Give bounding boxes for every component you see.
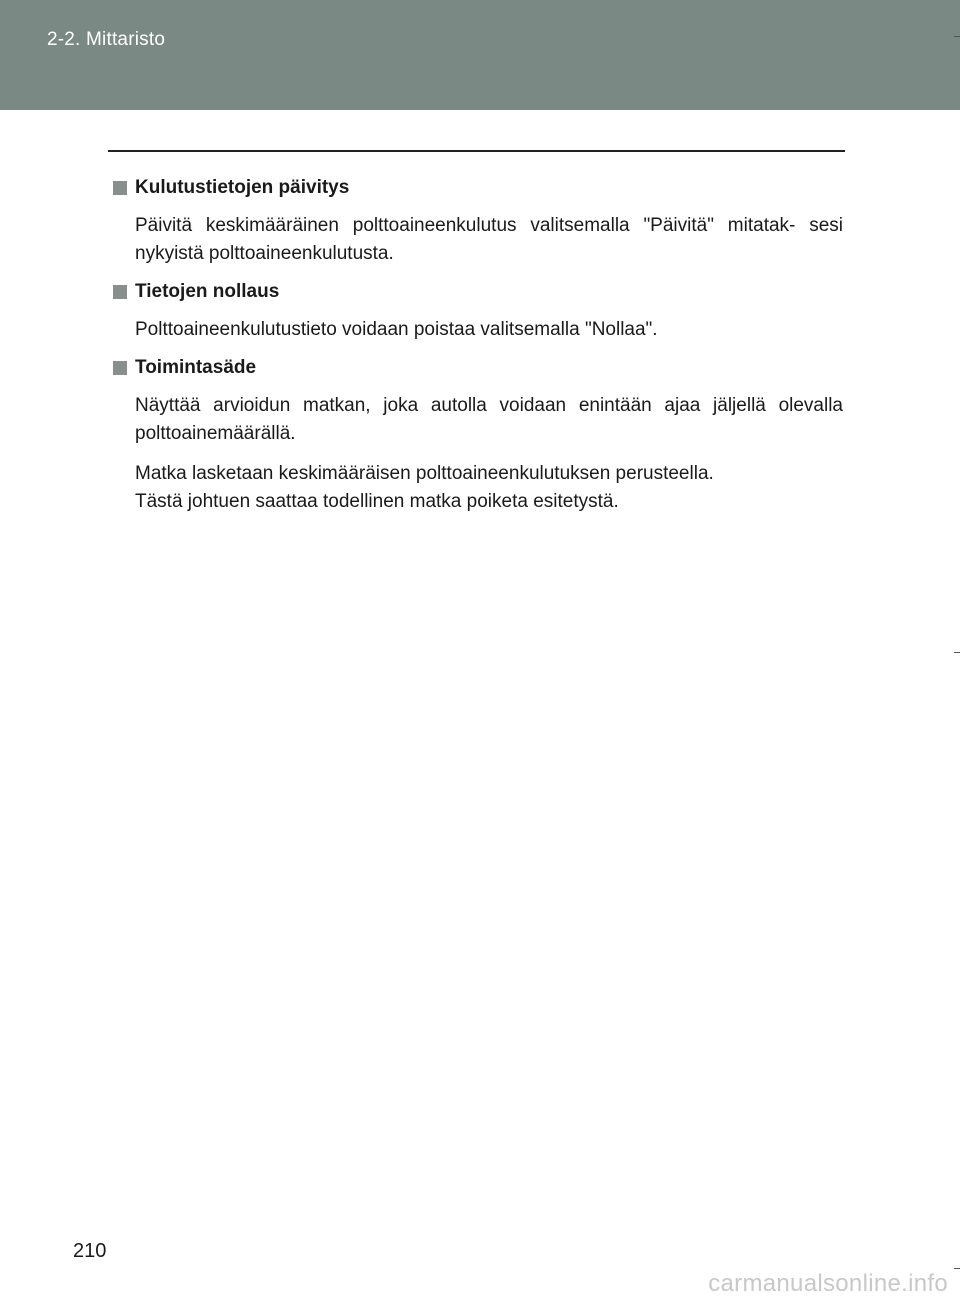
- paragraph: Polttoaineenkulutustieto voidaan poistaa valitsemalla "Nollaa".: [135, 319, 658, 340]
- crop-mark: [954, 652, 960, 653]
- section-rule: [108, 150, 845, 152]
- page-content: [113, 176, 843, 516]
- chapter-title: 2-2. Mittaristo: [47, 29, 166, 50]
- section-heading: [113, 176, 843, 200]
- section-heading-text: Tietojen nollaus: [135, 281, 280, 302]
- header-band: [0, 0, 960, 110]
- section-toimintasade: [113, 356, 843, 516]
- section-heading: [113, 280, 843, 304]
- section-heading-text: Kulutustietojen päivitys: [135, 177, 350, 198]
- paragraph: [135, 460, 843, 516]
- section-kulutustietojen-paivitys: [113, 176, 843, 268]
- paragraph-line: Matka lasketaan keskimääräisen polttoaineenkulutuksen perusteella.: [135, 463, 714, 484]
- section-heading: [113, 356, 843, 380]
- square-bullet-icon: [113, 285, 127, 299]
- square-bullet-icon: [113, 181, 127, 195]
- paragraph: Päivitä keskimääräinen polttoaineenkulutus valitsemalla "Päivitä" mitatak- sesi nykyistä polttoaineenkulutusta.: [135, 215, 843, 264]
- square-bullet-icon: [113, 361, 127, 375]
- paragraph-line: Tästä johtuen saattaa todellinen matka poiketa esitetystä.: [135, 491, 619, 512]
- paragraph: Näyttää arvioidun matkan, joka autolla voidaan enintään ajaa jäljellä olevalla polttoainemäärällä.: [135, 395, 843, 444]
- watermark: carmanualsonline.info: [708, 1270, 948, 1297]
- crop-mark: [954, 1268, 960, 1269]
- page-number: 210: [73, 1240, 107, 1262]
- crop-mark: [954, 36, 960, 37]
- section-tietojen-nollaus: [113, 280, 843, 344]
- section-heading-text: Toimintasäde: [135, 357, 257, 378]
